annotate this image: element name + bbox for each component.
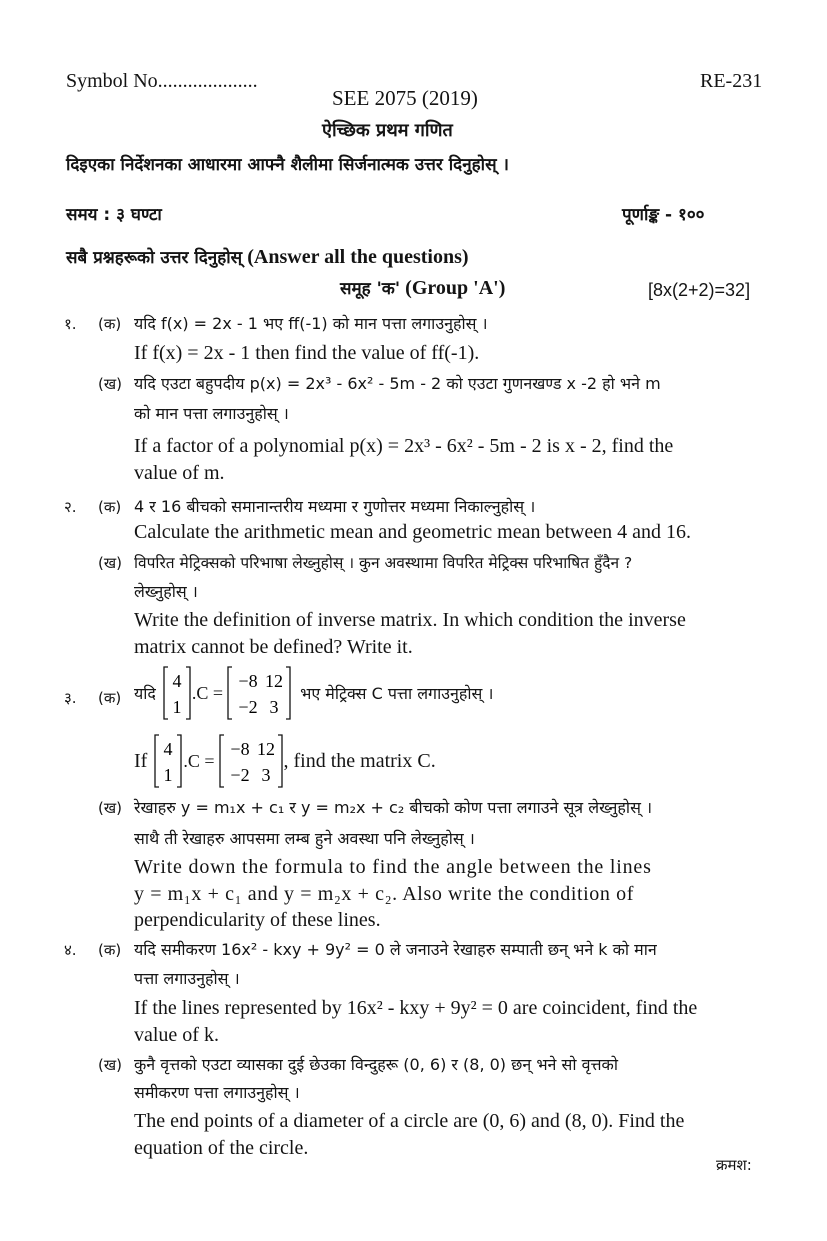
q1b-english-line1: If a factor of a polynomial p(x) = 2x³ - 6x² - 5m - 2 is x - 2, find the xyxy=(134,435,674,457)
q1a-nepali: यदि f(x) = 2x - 1 भए ff(-1) को मान पत्ता लगाउनुहोस् । xyxy=(134,314,488,333)
q3a-label: (क) xyxy=(98,689,122,707)
matrix-cell: 4 xyxy=(163,739,173,759)
q1a-english: If f(x) = 2x - 1 then find the value of ff(-1). xyxy=(134,342,480,364)
q2b-english-line2: matrix cannot be defined? Write it. xyxy=(134,636,413,658)
bracket-right xyxy=(286,667,290,719)
answer-all-heading xyxy=(66,245,469,269)
q2a-english: Calculate the arithmetic mean and geometric mean between 4 and 16. xyxy=(134,521,691,543)
matrix-cell: 12 xyxy=(265,671,284,691)
square-matrix xyxy=(218,733,284,789)
group-np: समूह 'क' xyxy=(340,279,401,299)
q1a-label: (क) xyxy=(98,315,122,333)
q3a-if-np: यदि xyxy=(134,684,156,703)
q3a-times-c-np: .C = xyxy=(191,682,224,703)
general-instruction: दिइएका निर्देशनका आधारमा आफ्नै शैलीमा सिर्जनात्मक उत्तर दिनुहोस् । xyxy=(66,155,509,175)
group-marks: [8x(2+2)=32] xyxy=(648,280,751,300)
q2a-nepali: 4 र 16 बीचको समानान्तरीय मध्यमा र गुणोत्तर मध्यमा निकाल्नुहोस् । xyxy=(134,497,536,516)
q1b-label: (ख) xyxy=(98,375,122,393)
q2b-nepali-line2: लेख्नुहोस् । xyxy=(134,582,198,601)
bracket-left xyxy=(155,735,159,787)
continued-note: क्रमश: xyxy=(716,1156,752,1174)
bracket-left xyxy=(164,667,168,719)
q4a-nepali-line2: पत्ता लगाउनुहोस् । xyxy=(134,969,240,988)
bracket-right xyxy=(186,667,190,719)
paper-code: RE-231 xyxy=(700,70,763,92)
q3b-nepali-line2: साथै ती रेखाहरु आपसमा लम्ब हुने अवस्था पनि लेख्नुहोस् । xyxy=(134,829,475,848)
q2b-english-line1: Write the definition of inverse matrix. In which condition the inverse xyxy=(134,609,686,631)
group-heading xyxy=(340,276,505,300)
q3a-nepali-equation xyxy=(134,664,493,722)
q4-number: ४. xyxy=(64,941,77,959)
exam-title: SEE 2075 (2019) xyxy=(332,86,478,110)
symbol-number: Symbol No.................... xyxy=(66,70,258,92)
bracket-left xyxy=(228,667,232,719)
q4b-label: (ख) xyxy=(98,1056,122,1074)
q3b-nepali-line1: रेखाहरु y = m₁x + c₁ र y = m₂x + c₂ बीचको कोण पत्ता लगाउने सूत्र लेख्नुहोस् । xyxy=(134,798,653,817)
matrix-cell: 1 xyxy=(163,765,173,785)
q3a-if-en: If xyxy=(134,749,148,772)
column-matrix xyxy=(162,665,192,721)
q2a-label: (क) xyxy=(98,498,122,516)
q4b-nepali-line1: कुनै वृत्तको एउटा व्यासका दुई छेउका विन्दुहरू (0, 6) र (8, 0) छन् भने सो वृत्तको xyxy=(134,1055,618,1074)
column-matrix xyxy=(153,733,183,789)
square-matrix-svg xyxy=(226,665,292,721)
matrix-cell: 3 xyxy=(269,697,279,717)
q1b-nepali-line1: यदि एउटा बहुपदीय p(x) = 2x³ - 6x² - 5m - 2 को एउटा गुणनखण्ड x -2 हो भने m xyxy=(134,374,661,393)
q3a-tail-np: भए मेट्रिक्स C पत्ता लगाउनुहोस् । xyxy=(300,684,494,703)
q1-number: १. xyxy=(64,315,77,333)
answer-all-en: (Answer all the questions) xyxy=(247,246,469,268)
q2b-nepali-line1: विपरित मेट्रिक्सको परिभाषा लेख्नुहोस् । कुन अवस्थामा विपरित मेट्रिक्स परिभाषित हुँदैन ? xyxy=(134,554,633,572)
q2b-label: (ख) xyxy=(98,554,122,572)
matrix-cell: 3 xyxy=(261,765,270,785)
answer-all-np: सबै प्रश्नहरूको उत्तर दिनुहोस् xyxy=(66,248,243,268)
matrix-cell: 1 xyxy=(172,697,182,717)
q4a-label: (क) xyxy=(98,941,122,959)
q4b-english-line2: equation of the circle. xyxy=(134,1137,309,1159)
bracket-left xyxy=(220,735,224,787)
column-matrix-svg xyxy=(162,665,192,721)
matrix-cell: 12 xyxy=(256,739,275,759)
q3-number: ३. xyxy=(64,689,77,707)
group-en: (Group 'A') xyxy=(405,277,506,299)
matrix-cell: −2 xyxy=(238,697,258,717)
q3a-tail-en: , find the matrix C. xyxy=(283,749,436,772)
q3b-english-line1: Write down the formula to find the angle between the lines xyxy=(134,856,652,878)
q4a-english-line2: value of k. xyxy=(134,1024,219,1046)
q3a-times-c-en: .C = xyxy=(183,750,215,771)
column-matrix-svg xyxy=(153,733,183,789)
time-allowed: समय : ३ घण्टा xyxy=(66,205,162,225)
q3b-label: (ख) xyxy=(98,799,122,817)
matrix-cell: −8 xyxy=(229,739,250,759)
q3a-english-equation xyxy=(134,732,436,790)
q3b-english-line3: perpendicularity of these lines. xyxy=(134,909,381,931)
q1b-english-line2: value of m. xyxy=(134,462,225,484)
q1b-nepali-line2: को मान पत्ता लगाउनुहोस् । xyxy=(134,404,289,423)
q4b-nepali-line2: समीकरण पत्ता लगाउनुहोस् । xyxy=(134,1083,300,1102)
square-matrix-svg xyxy=(218,733,284,789)
q2-number: २. xyxy=(64,498,77,516)
matrix-cell: −8 xyxy=(238,671,258,691)
q4a-english-line1: If the lines represented by 16x² - kxy + 9y² = 0 are coincident, find the xyxy=(134,997,698,1019)
bracket-right xyxy=(177,735,181,787)
full-marks: पूर्णाङ्क - १०० xyxy=(622,205,705,225)
q4b-english-line1: The end points of a diameter of a circle are (0, 6) and (8, 0). Find the xyxy=(134,1110,685,1132)
square-matrix xyxy=(226,665,292,721)
subject-title: ऐच्छिक प्रथम गणित xyxy=(322,120,453,141)
q3b-english-line2: y = m₁x + c₁ and y = m₂x + c₂. Also write the condition of xyxy=(134,883,634,905)
matrix-cell: −2 xyxy=(229,765,250,785)
matrix-cell: 4 xyxy=(172,671,182,691)
q4a-nepali-line1: यदि समीकरण 16x² - kxy + 9y² = 0 ले जनाउने रेखाहरु सम्पाती छन् भने k को मान xyxy=(134,940,657,959)
bracket-right xyxy=(278,735,282,787)
